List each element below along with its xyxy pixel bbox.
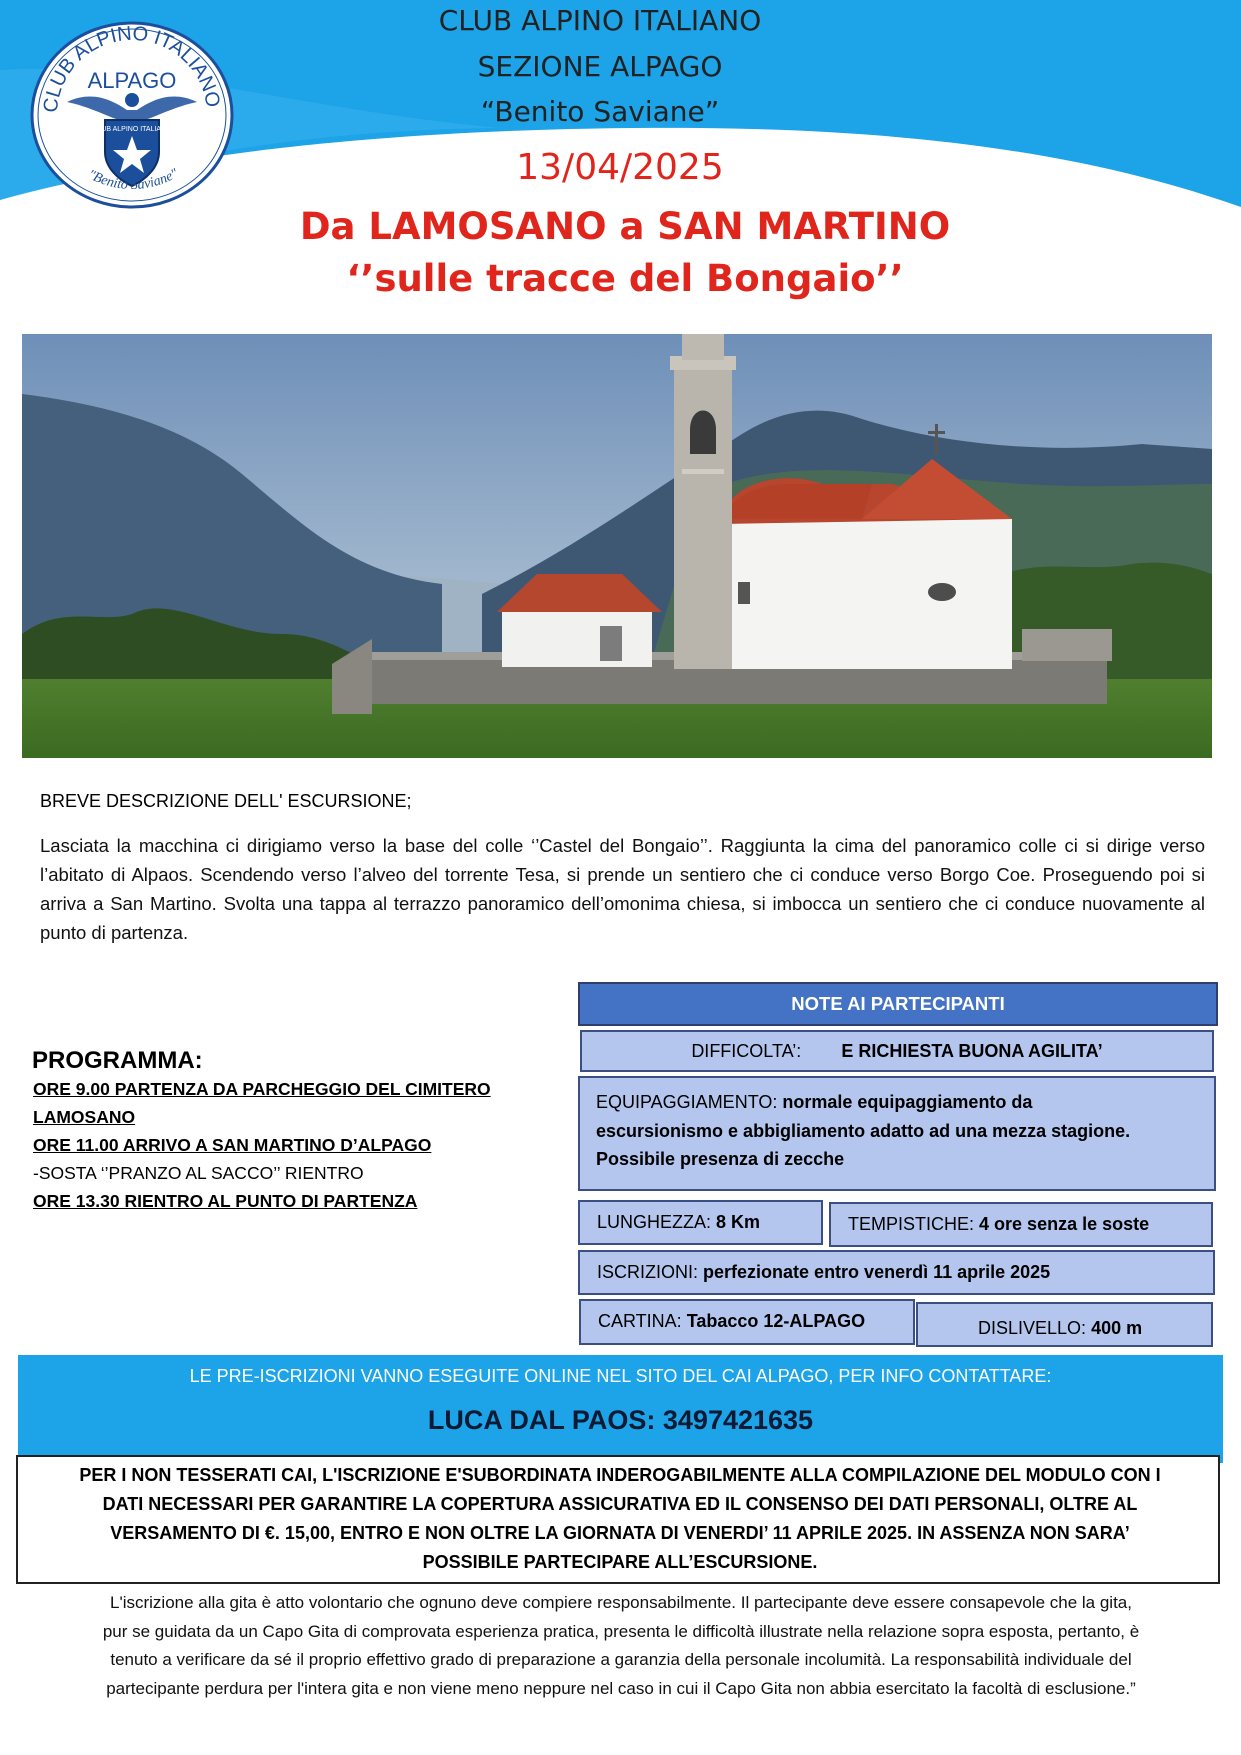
programma-line: -SOSTA ‘’PRANZO AL SACCO’’ RIENTRO (33, 1163, 364, 1183)
lunghezza-label: LUNGHEZZA: (597, 1212, 712, 1232)
warning-line: VERSAMENTO DI €. 15,00, ENTRO E NON OLTRE LA GIORNATA DI VENERDI’ 11 APRILE 2025. IN ASSENZA NON SARA’ (110, 1523, 1130, 1543)
event-subtitle: ‘’sulle tracce del Bongaio’’ (346, 257, 904, 300)
registration-info: LE PRE-ISCRIZIONI VANNO ESEGUITE ONLINE NEL SITO DEL CAI ALPAGO, PER INFO CONTATTARE: (189, 1366, 1052, 1386)
logo-center-text: ALPAGO (87, 68, 177, 93)
cartina-label: CARTINA: (598, 1311, 682, 1331)
difficolta-value: E RICHIESTA BUONA AGILITA’ (841, 1041, 1103, 1061)
iscrizioni-label: ISCRIZIONI: (597, 1262, 699, 1282)
warning-text (40, 1461, 1200, 1577)
programma-title: PROGRAMMA: (32, 1047, 203, 1074)
cartina-box (579, 1299, 915, 1345)
equip-value-1: normale equipaggiamento da (782, 1092, 1033, 1112)
equip-value-3: Possibile presenza di zecche (596, 1149, 845, 1169)
warning-line: DATI NECESSARI PER GARANTIRE LA COPERTURA ASSICURATIVA ED IL CONSENSO DEI DATI PERSONALI, OLTRE AL (102, 1494, 1138, 1514)
cai-eagle-shield-icon (27, 20, 237, 210)
disclaimer-line: pur se guidata da un Capo Gita di comprovata esperienza pratica, presenta le difficoltà illustrate nella relazione sopra esposta, pertanto, è (102, 1621, 1140, 1641)
logo-shield-text: CLUB ALPINO ITALIANO (92, 126, 172, 133)
logo-ring-text: CLUB ALPINO ITALIANO (39, 22, 224, 114)
disclaimer-line: partecipante perdura per l'intera gita e non viene meno neppure nel caso in cui il Capo Gita non abbia esercitato la facoltà di esclusione.” (106, 1678, 1136, 1698)
difficolta-label: DIFFICOLTA’: (691, 1041, 802, 1061)
disclaimer-line: L'iscrizione alla gita è atto volontario che ognuno deve compiere responsabilmente. Il partecipante deve essere consapevole che la gita, (110, 1593, 1132, 1612)
notes-header: NOTE AI PARTECIPANTI (578, 982, 1218, 1026)
description-body: Lasciata la macchina ci dirigiamo verso la base del colle ‘’Castel del Bongaio’’. Raggiunta la cima del panoramico colle ci si dirige verso l’abitato di Alpaos. Scendendo verso l’alveo del torrente Tesa, si prende un sentiero che ci conduce verso Borgo Coe. Proseguendo poi si arriva a San Martino. Svolta una tappa al terrazzo panoramico dell’omonima chiesa, si imbocca un sentiero che ci conduce nuovamente al punto di partenza. (40, 835, 1205, 943)
programma-line: ORE 9.00 PARTENZA DA PARCHEGGIO DEL CIMITERO (33, 1079, 491, 1099)
disclaimer (24, 1589, 1218, 1703)
iscrizioni-value: perfezionate entro venerdì 11 aprile 2025 (703, 1262, 1051, 1282)
logo-bottom-text: "Benito Saviane" (85, 166, 181, 194)
org-name: CLUB ALPINO ITALIANO (438, 4, 762, 37)
dislivello-value: 400 m (1091, 1318, 1143, 1338)
iscrizioni-box (578, 1250, 1215, 1295)
disclaimer-line: tenuto a verificare da sé il proprio effettivo grado di preparazione a garanzia della personale incolumità. La responsabilità individuale del (110, 1650, 1132, 1669)
lunghezza-box (578, 1200, 823, 1245)
church-landscape-photo (22, 334, 1212, 758)
tempistiche-label: TEMPISTICHE: (848, 1214, 975, 1234)
event-title: Da LAMOSANO a SAN MARTINO (299, 205, 951, 248)
description-heading-suffix: ; (406, 791, 412, 811)
tempistiche-value: 4 ore senza le soste (979, 1214, 1150, 1234)
warning-line: POSSIBILE PARTECIPARE ALL’ESCURSIONE. (422, 1552, 818, 1572)
dislivello-box (916, 1302, 1213, 1347)
org-section-name: “Benito Saviane” (480, 95, 720, 128)
org-section: SEZIONE ALPAGO (477, 50, 723, 83)
cartina-value: Tabacco 12-ALPAGO (686, 1311, 866, 1331)
tempistiche-box (829, 1202, 1213, 1247)
cai-logo (27, 20, 237, 210)
programma-line: LAMOSANO (33, 1107, 136, 1127)
dislivello-label: DISLIVELLO: (978, 1318, 1087, 1338)
warning-line: PER I NON TESSERATI CAI, L'ISCRIZIONE E'SUBORDINATA INDEROGABILMENTE ALLA COMPILAZIONE DEL MODULO CON I (79, 1465, 1161, 1485)
contact-info: LUCA DAL PAOS: 3497421635 (427, 1405, 814, 1435)
lunghezza-value: 8 Km (716, 1212, 761, 1232)
difficolta-box (580, 1030, 1214, 1072)
description-heading-text: BREVE DESCRIZIONE DELL' ESCURSIONE (40, 791, 407, 811)
event-date: 13/04/2025 (516, 147, 724, 188)
equipaggiamento-box (578, 1076, 1216, 1191)
equip-label: EQUIPAGGIAMENTO: (596, 1092, 778, 1112)
programma-line: ORE 13.30 RIENTRO AL PUNTO DI PARTENZA (33, 1191, 418, 1211)
description-heading (40, 791, 412, 812)
programma-line: ORE 11.00 ARRIVO A SAN MARTINO D’ALPAGO (33, 1135, 432, 1155)
equip-value-2: escursionismo e abbigliamento adatto ad una mezza stagione. (596, 1120, 1131, 1141)
